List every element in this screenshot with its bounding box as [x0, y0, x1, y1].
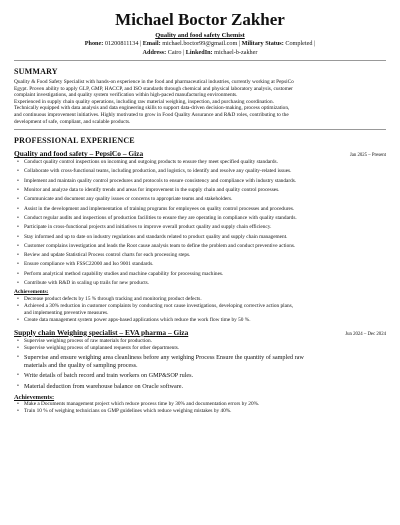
job-date: Jun 2024 – Dec 2024	[345, 331, 386, 337]
summary-line: development of safe, compliant, and scalable products.	[14, 118, 131, 125]
achievements-list	[14, 296, 386, 323]
military-value: Completed	[285, 40, 313, 47]
achievement-item: • Create data management system power apps-based applications which reduce the work flow time by 50 %.	[24, 317, 386, 323]
contact-line-1: Phone: 01200811134 | Email: michael.boctor99@gmail.com | Military Status: Completed |	[84, 40, 316, 47]
achievement-item: • Train 10 % of weighing technicians on GMP guidelines which reduce weighing mistakes by 40%.	[24, 408, 386, 414]
job-title: Supply chain Weighing specialist – EVA pharma – Giza	[14, 327, 189, 337]
contact-line-2: Address: Cairo | LinkedIn: michael-b-zakher	[142, 48, 258, 56]
list-item: • Stay informed and up to date on industry regulations and standards related to product quality and supply chain management.	[24, 234, 386, 240]
job-title: Quality and food safety – PepsiCo – Giza	[14, 149, 144, 159]
email-value[interactable]: michael.boctor99@gmail.com	[162, 40, 238, 47]
job-header-pepsico	[14, 149, 386, 159]
summary-text	[14, 79, 386, 125]
list-item: • Supervise and ensure weighing area cleanliness before any weighing Process Ensure the quantity of sampled raw	[24, 354, 386, 362]
achievement-item: • Make a Documents management project which reduce process time by 30% and documentation errors by 20%.	[24, 401, 386, 407]
email-label: Email:	[142, 40, 161, 47]
list-item: • Review and update Statistical Process control charts for each processing steps.	[24, 252, 386, 258]
summary-line: and continuous improvement initiatives. Highly motivated to grow in Food Quality Assurance and R&D roles, contributing to the	[14, 111, 289, 118]
job-date: Jan 2025 – Present	[349, 153, 386, 159]
list-item-continuation: materials and the quality of sampling process.	[24, 361, 138, 369]
achievements-list	[14, 401, 386, 414]
phone-label: Phone:	[84, 40, 104, 47]
job-bullets-large	[14, 354, 386, 390]
job-bullets	[14, 338, 386, 351]
list-item: • Implement and maintain quality control procedures and protocols to ensure consistency and compliance with industry standards.	[24, 178, 386, 184]
list-item: • Collaborate with cross-functional teams, including production, and logistics, to identify and resolve any quality-related issues.	[24, 168, 386, 174]
list-item: • Contribute with R&D in scaling up trails for new products.	[24, 280, 386, 286]
summary-line: Experienced in supply chain quality operations, including raw material weighing, inspection, and purchasing coordination.	[14, 98, 274, 105]
list-item: • Write details of batch record and train workers on GMP&SOP rules.	[24, 372, 386, 380]
address-label: Address:	[142, 48, 167, 56]
list-item: • Material deduction from warehouse balance on Oracle software.	[24, 383, 386, 391]
list-item: • Conduct regular audits and inspections of production facilities to ensure they are operating in compliance with quality standards.	[24, 215, 386, 221]
list-item: • Monitor and analyze data to identify trends and areas for improvement in the supply chain and quality control processes.	[24, 187, 386, 193]
list-item: • Participate in cross-functional projects and initiatives to improve overall product quality and supply chain efficiency.	[24, 224, 386, 230]
job-bullets	[14, 159, 386, 286]
list-item: • Communicate and document any quality issues or concerns to appropriate teams and stakeholders.	[24, 196, 386, 202]
linkedin-label: LinkedIn:	[185, 48, 213, 56]
job-header-eva-pharma	[14, 328, 386, 338]
list-item: • Assist in the development and implementation of training programs for employees on quality control processes and procedures.	[24, 206, 386, 212]
list-item: • Conduct quality control inspections on incoming and outgoing products to ensure they meet specified quality standards.	[24, 159, 386, 165]
summary-line: Quality & Food Safety Specialist with hands-on experience in the food and pharmaceutical industries, currently working at PepsiCo	[14, 79, 294, 85]
summary-divider	[14, 129, 386, 130]
linkedin-value[interactable]: michael-b-zakher	[214, 48, 258, 56]
list-item: • Supervise weighing process of unplanned requests for other departments.	[24, 345, 386, 351]
experience-heading: PROFESSIONAL EXPERIENCE	[14, 136, 135, 146]
achievements-heading: Achievements:	[14, 393, 55, 401]
summary-line: Egypt. Proven ability to apply GLP, GMP, HACCP, and ISO standards through chemical and physical laboratory analysis, customer	[14, 85, 293, 92]
list-item: • Ensure compliance with FSSC22000 and Iso 9001 standards.	[24, 261, 386, 267]
summary-line: complaint investigations, and quality system verification within high-paced manufacturing environments.	[14, 92, 238, 99]
candidate-name: Michael Boctor Zakher	[115, 10, 285, 29]
achievement-continuation: and implementing preventive measures.	[24, 310, 109, 317]
summary-heading: SUMMARY	[14, 67, 58, 76]
achievements-heading: Achievements:	[14, 289, 49, 296]
address-value: Cairo	[167, 48, 182, 56]
list-item: • Supervise weighing process of raw materials for production.	[24, 338, 386, 344]
summary-line: Technically equipped with data analysis and data engineering skills to support data-driven decision-making, process optimization,	[14, 105, 290, 112]
candidate-title: Quality and food safety Chemist	[155, 32, 245, 39]
military-label: Military Status:	[241, 40, 284, 47]
achievement-item: • Achieved a 30% reduction in customer complaints by conducting root cause investigations, developing corrective action plans,	[24, 303, 386, 309]
list-item: • Perform analytical method capability studies and machine capability for processing machines.	[24, 271, 386, 277]
header-divider	[14, 60, 386, 61]
achievement-item: • Decrease product defects by 15 % through tracking and monitoring product defects.	[24, 296, 386, 302]
phone-value: 01200811134	[104, 40, 139, 47]
list-item: • Customer complains investigation and leads the Root cause analysis team to define the problem and conduct preventive actions.	[24, 243, 386, 249]
